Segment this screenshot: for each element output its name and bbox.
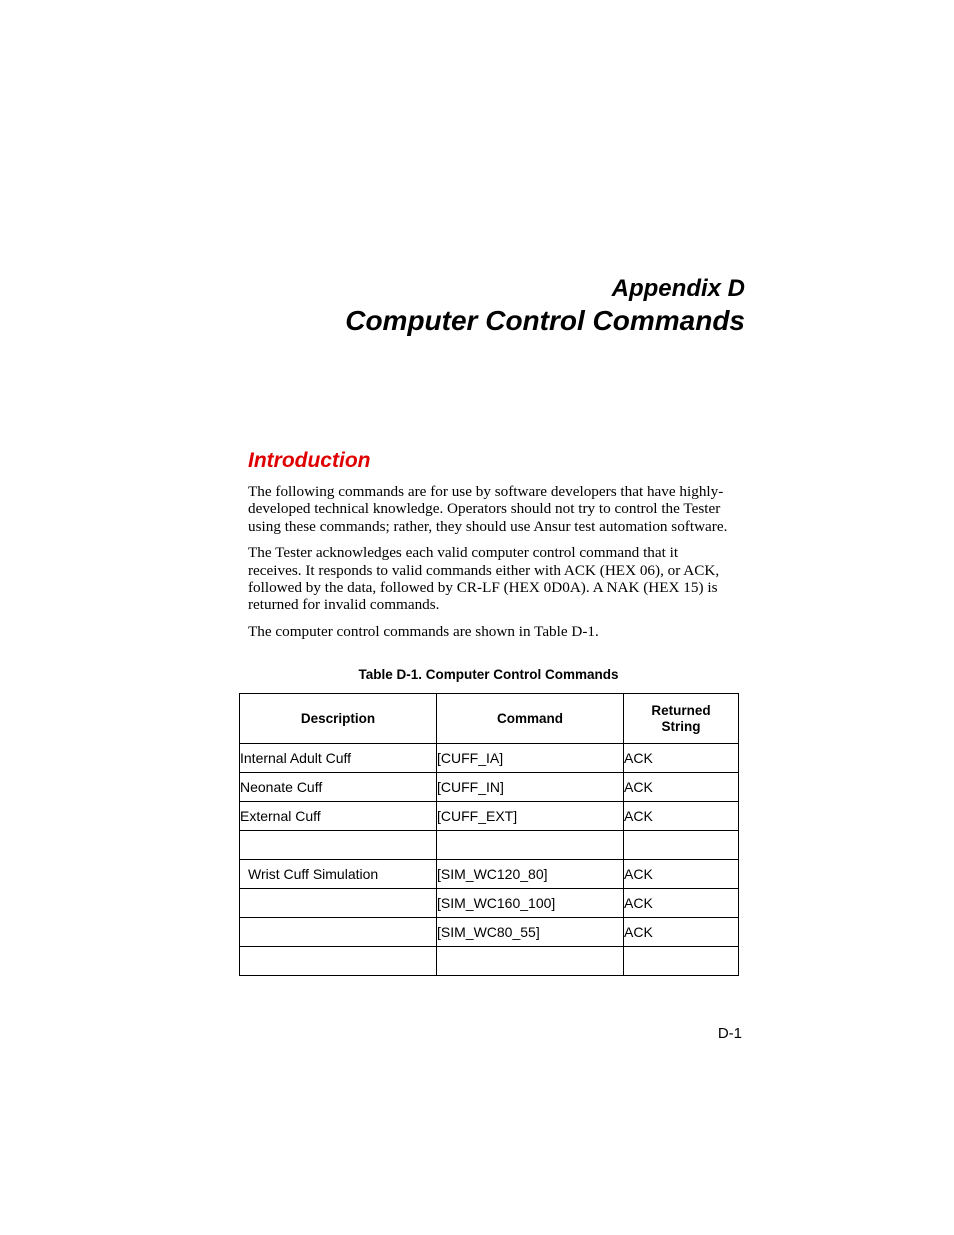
cell-description [240, 889, 437, 918]
cell-command: [CUFF_EXT] [437, 802, 624, 831]
cell-returned: ACK [624, 889, 739, 918]
table-row [240, 773, 739, 802]
cell-command [437, 831, 624, 860]
cell-returned: ACK [624, 860, 739, 889]
table-row [240, 831, 739, 860]
paragraph: The following commands are for use by software developers that have highly- developed technical knowledge. Operators should not try to control the Tester using these commands; rather, they should use Ansur test automation software. [248, 483, 728, 535]
cell-command: [SIM_WC120_80] [437, 860, 624, 889]
table-header-row [240, 694, 739, 744]
cell-command [437, 947, 624, 976]
cell-description: External Cuff [240, 802, 437, 831]
table-row [240, 744, 739, 773]
cell-description [240, 831, 437, 860]
column-header-description: Description [240, 694, 437, 744]
cell-command: [SIM_WC80_55] [437, 918, 624, 947]
cell-returned: ACK [624, 744, 739, 773]
commands-table [239, 693, 739, 976]
cell-description: Wrist Cuff Simulation [240, 860, 437, 889]
cell-returned: ACK [624, 773, 739, 802]
cell-description: Internal Adult Cuff [240, 744, 437, 773]
introduction-body [248, 483, 748, 649]
cell-returned [624, 831, 739, 860]
cell-returned: ACK [624, 918, 739, 947]
column-header-command: Command [437, 694, 624, 744]
table-caption: Table D-1. Computer Control Commands [358, 667, 619, 682]
cell-command: [CUFF_IA] [437, 744, 624, 773]
table-row [240, 802, 739, 831]
table-row [240, 889, 739, 918]
appendix-label: Appendix D [611, 275, 745, 302]
table-row [240, 947, 739, 976]
table-row [240, 918, 739, 947]
table-row [240, 860, 739, 889]
section-heading-introduction: Introduction [248, 449, 371, 472]
page-number: D-1 [717, 1025, 742, 1042]
column-header-returned-string: Returned String [624, 694, 739, 744]
paragraph: The computer control commands are shown in Table D-1. [248, 622, 599, 640]
cell-description: Neonate Cuff [240, 773, 437, 802]
paragraph: The Tester acknowledges each valid computer control command that it receives. It responds to valid commands either with ACK (HEX 06), or ACK, followed by the data, followed by CR-LF (HEX 0D0A). A NAK (HEX 15) is returned for invalid commands. [248, 544, 720, 614]
cell-description [240, 947, 437, 976]
chapter-title: Computer Control Commands [345, 305, 745, 336]
cell-command: [SIM_WC160_100] [437, 889, 624, 918]
cell-description [240, 918, 437, 947]
cell-returned: ACK [624, 802, 739, 831]
cell-command: [CUFF_IN] [437, 773, 624, 802]
cell-returned [624, 947, 739, 976]
